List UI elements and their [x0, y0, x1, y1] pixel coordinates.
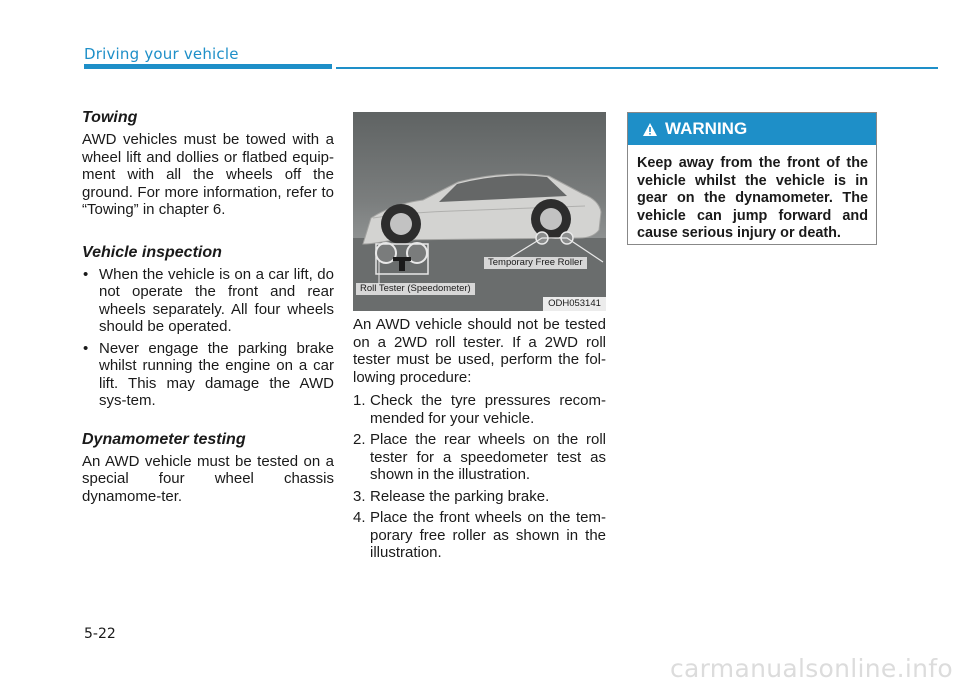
- warning-triangle-icon: [642, 122, 658, 137]
- middle-column: [353, 112, 606, 566]
- inspection-bullet: • Never engage the parking brake whilst running the engine on a car lift. This may damage the AWD sys-tem.: [82, 340, 334, 410]
- step-number: 4.: [353, 509, 366, 526]
- temporary-free-roller-label: Temporary Free Roller: [484, 257, 587, 269]
- page-number: 5-22: [84, 626, 116, 642]
- warning-text: Keep away from the front of the vehicle whilst the vehicle is in gear on the dynamometer. The vehicle can jump forward and cause serious injury or death.: [637, 155, 868, 241]
- towing-heading: Towing: [82, 109, 138, 126]
- section-title: Driving your vehicle: [84, 45, 239, 63]
- inspection-bullet: • When the vehicle is on a car lift, do not operate the front and rear wheels separately. All four wheels should be operated.: [82, 266, 334, 336]
- watermark: carmanualsonline.info: [670, 654, 953, 683]
- procedure-step: [353, 392, 606, 427]
- left-column: [82, 108, 334, 505]
- car-on-roller-drawing: [353, 112, 606, 311]
- inspection-heading: Vehicle inspection: [82, 243, 222, 261]
- warning-header: [628, 113, 876, 145]
- dynamometer-illustration: [353, 112, 606, 311]
- figure-code: ODH053141: [543, 297, 606, 311]
- warning-title: WARNING: [665, 119, 748, 138]
- header-rule: [336, 67, 938, 69]
- step-text: Place the rear wheels on the roll tester for a speedometer test as shown in the illustration.: [370, 431, 606, 483]
- warning-box: [627, 112, 877, 245]
- procedure-step: [353, 509, 606, 562]
- procedure-step: [353, 488, 606, 506]
- towing-text: AWD vehicles must be towed with a wheel lift and dollies or flatbed equip-ment with all the wheels off the ground. For more information, refer to “Towing” in chapter 6.: [82, 131, 334, 218]
- inspection-list: [82, 266, 334, 410]
- intro-text: An AWD vehicle should not be tested on a 2WD roll tester. If a 2WD roll tester must be used, perform the fol-lowing procedure:: [353, 316, 606, 386]
- step-number: 2.: [353, 431, 366, 448]
- roll-tester-label: Roll Tester (Speedometer): [356, 283, 475, 295]
- step-text: Place the front wheels on the tem-porary free roller as shown in the illustration.: [370, 509, 606, 561]
- step-text: Release the parking brake.: [370, 487, 550, 505]
- dynamometer-heading: Dynamometer testing: [82, 430, 246, 448]
- dynamometer-text: An AWD vehicle must be tested on a special four wheel chassis dynamome-ter.: [82, 452, 334, 505]
- header-bar: [84, 64, 332, 69]
- procedure-step: [353, 431, 606, 484]
- step-number: 1.: [353, 392, 366, 409]
- step-text: Check the tyre pressures recom-mended for your vehicle.: [370, 392, 606, 427]
- step-number: 3.: [353, 487, 366, 505]
- procedure-steps: [353, 392, 606, 562]
